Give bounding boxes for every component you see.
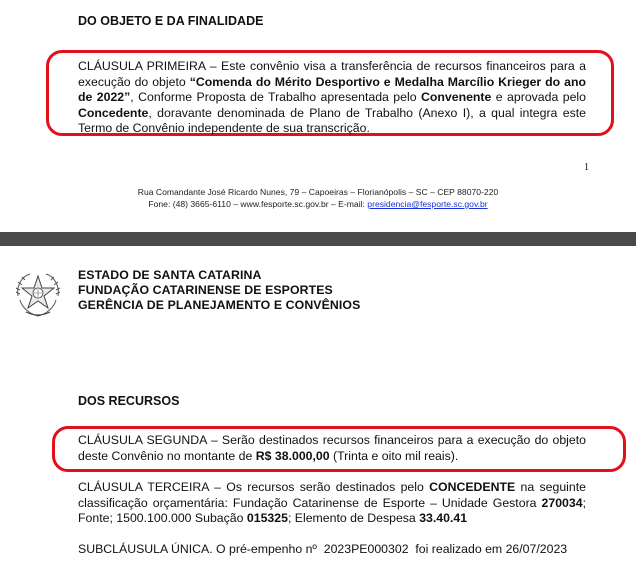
object-name: “Comenda do Mérito Desportivo e Medalha Marcílio Krieger do ano de 2022”: [78, 74, 587, 104]
clause-text: CLÁUSULA TERCEIRA – Os recursos serão destinados pelo: [78, 480, 430, 494]
subclause-unica: SUBCLÁUSULA ÚNICA. O pré-empenho nº 2023PE000302 foi realizado em 26/07/2023: [78, 542, 568, 556]
clause-text: CLÁUSULA PRIMEIRA – Este convênio visa a transferência de recursos financeiros para a execução do objeto: [78, 59, 586, 89]
footer-address: Rua Comandante José Ricardo Nunes, 79 – Capoeiras – Florianópolis – SC – CEP 88070-220: [137, 187, 499, 197]
unidade-gestora-code: 270034: [541, 495, 583, 510]
footer-contact-text: Fone: (48) 3665-6110 – www.fesporte.sc.gov.br – E-mail:: [148, 199, 368, 209]
santa-catarina-coat-of-arms-icon: [12, 266, 64, 320]
elemento-despesa-code: 33.40.41: [419, 511, 468, 525]
clause-text: CLÁUSULA SEGUNDA – Serão destinados recursos financeiros para a execução do objeto deste Convênio no montante de: [78, 433, 586, 463]
email-link[interactable]: presidencia@fesporte.sc.gov.br: [367, 199, 488, 209]
clause-terceira: [78, 480, 586, 527]
convenente-term: Convenente: [420, 90, 492, 104]
subacao-code: 015325: [246, 511, 288, 525]
header-department: GERÊNCIA DE PLANEJAMENTO E CONVÊNIOS: [78, 298, 361, 312]
clause-text: e aprovada pelo: [491, 90, 586, 104]
page-divider: [0, 232, 636, 246]
footer-contact: [0, 199, 636, 209]
clause-text: na seguinte classificação orçamentária: Fundação Catarinense de Esporte – Unidade Gestora: [78, 480, 586, 510]
header-foundation: FUNDAÇÃO CATARINENSE DE ESPORTES: [78, 283, 333, 297]
clause-text: , Conforme Proposta de Trabalho apresentada pelo: [130, 90, 421, 104]
clause-text: , doravante denominada de Plano de Trabalho (Anexo I), a qual integra este Termo de Convênio independente de sua transcrição.: [78, 105, 586, 135]
clause-primeira: [78, 59, 586, 137]
page-number: 1: [584, 162, 589, 173]
document-page-2: [0, 246, 636, 582]
amount-value: R$ 38.000,00: [255, 448, 330, 463]
section-title-recursos: DOS RECURSOS: [78, 394, 180, 408]
clause-text: (Trinta e oito mil reais).: [329, 448, 459, 463]
section-title-objeto: DO OBJETO E DA FINALIDADE: [78, 14, 264, 28]
header-state: ESTADO DE SANTA CATARINA: [78, 268, 262, 282]
clause-segunda: [78, 433, 586, 464]
concedente-term: CONCEDENTE: [429, 480, 516, 494]
clause-text: ; Elemento de Despesa: [287, 511, 420, 525]
concedente-term: Concedente: [78, 105, 149, 120]
clause-text: ; Fonte; 1500.100.000 Subação: [78, 495, 586, 525]
document-page-1: [0, 0, 636, 232]
